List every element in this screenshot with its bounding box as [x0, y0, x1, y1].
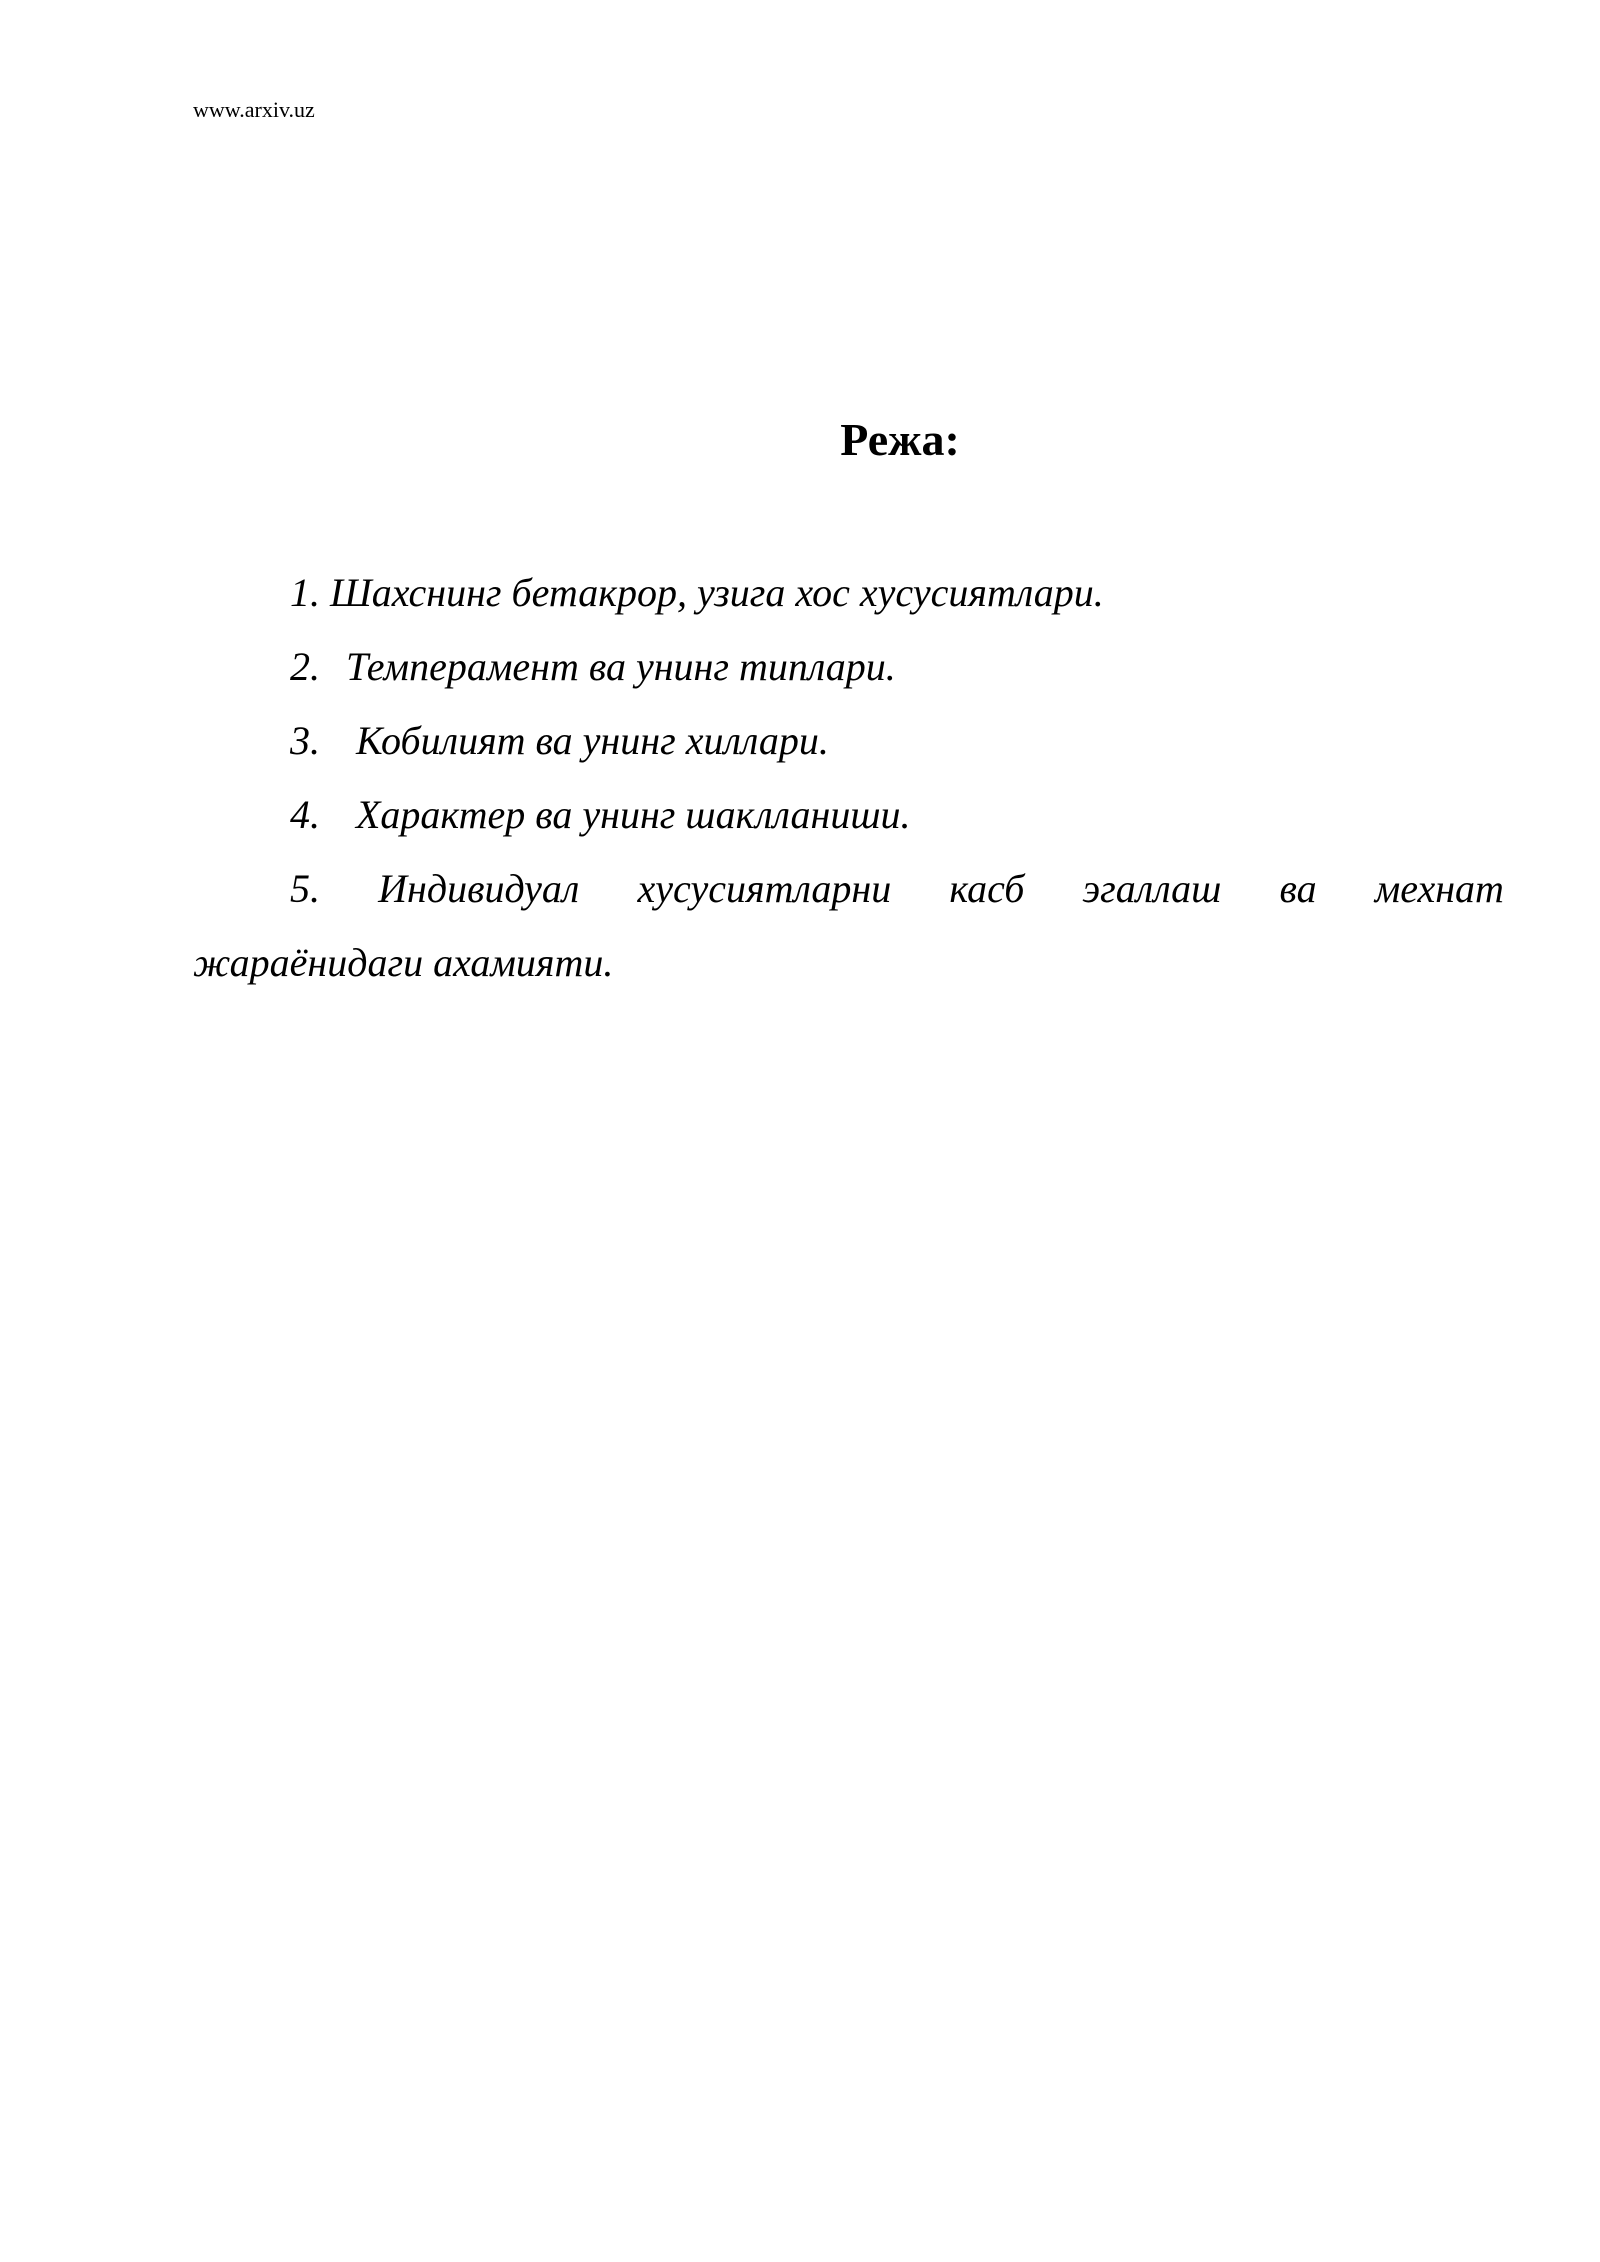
plan-item-3 [193, 704, 1504, 778]
plan-item-number: 2. [290, 644, 320, 689]
plan-item-word: эгаллаш [1082, 866, 1222, 911]
plan-item-5 [193, 852, 1504, 1000]
plan-item-5-justified-line [193, 852, 1504, 926]
plan-item-word: касб [949, 866, 1025, 911]
plan-item-1 [193, 556, 1504, 630]
plan-item-2 [193, 630, 1504, 704]
plan-item-text: Кобилият ва унинг хиллари. [356, 718, 829, 763]
plan-list [193, 556, 1504, 1000]
plan-item-word: хусусиятларни [637, 866, 892, 911]
plan-item-text: Шахснинг бетакрор, узига хос хусусиятлари. [330, 570, 1104, 615]
site-url-header: www.arxiv.uz [193, 97, 315, 122]
plan-item-4 [193, 778, 1504, 852]
plan-item-number: 5. [290, 866, 320, 911]
plan-title: Режа: [840, 414, 960, 465]
plan-item-number: 4. [290, 792, 320, 837]
plan-item-number: 1. [290, 570, 320, 615]
plan-item-word: ва [1279, 866, 1317, 911]
plan-item-number: 3. [290, 718, 320, 763]
plan-item-text: Темперамент ва унинг типлари. [346, 644, 896, 689]
plan-item-text: Характер ва унинг шаклланиши. [356, 792, 911, 837]
plan-item-continuation: жараёнидаги ахамияти. [193, 940, 614, 985]
plan-item-word: Индивидуал [378, 866, 580, 911]
plan-item-word: мехнат [1374, 866, 1504, 911]
